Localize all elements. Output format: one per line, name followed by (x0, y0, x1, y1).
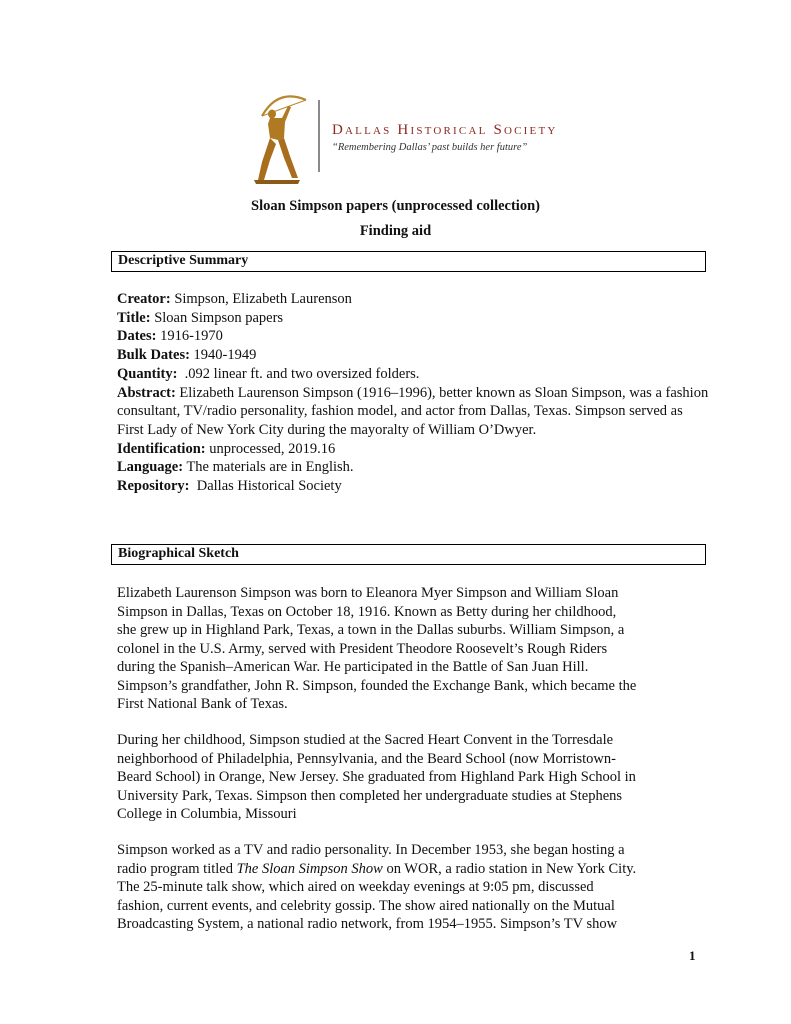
document-title: Sloan Simpson papers (unprocessed collection) (251, 198, 540, 214)
field-value: 1940-1949 (189, 347, 257, 364)
field-quantity (117, 365, 717, 384)
text-line: University Park, Texas. Simpson then completed her undergraduate studies at Stephens (117, 787, 623, 804)
field-bulk-dates (117, 346, 717, 365)
text-line: she grew up in Highland Park, Texas, a town in the Dallas suburbs. William Simpson, a (117, 622, 625, 638)
field-label: Repository: (117, 478, 190, 495)
field-title (117, 309, 717, 328)
text-line: neighborhood of Philadelphia, Pennsylvania, and the Beard School (now Morristown- (117, 750, 616, 767)
descriptive-summary-fields (117, 290, 717, 496)
text-line: fashion, current events, and celebrity gossip. The show aired nationally on the Mutual (117, 897, 615, 914)
text-segment: on WOR, a radio station in New York City. (382, 860, 637, 877)
section-heading-biographical-sketch: Biographical Sketch (111, 544, 706, 565)
text-line: Simpson’s grandfather, John R. Simpson, founded the Exchange Bank, which became the (117, 677, 637, 694)
field-value: unprocessed, 2019.16 (205, 440, 336, 457)
field-value: Dallas Historical Society (189, 478, 342, 495)
text-line: Beard School) in Orange, New Jersey. She graduated from Highland Park High School in (117, 769, 636, 785)
logo-name: Dallas Historical Society (332, 122, 558, 138)
logo-divider (318, 100, 320, 172)
text-line: The 25-minute talk show, which aired on weekday evenings at 9:05 pm, discussed (117, 879, 594, 895)
field-label: Title: (117, 309, 151, 326)
field-value: 1916-1970 (156, 328, 223, 345)
field-label: Quantity: (117, 365, 178, 382)
text-line: Simpson in Dallas, Texas on October 18, 1916. Known as Betty during her childhood, (117, 603, 617, 620)
section-heading-descriptive-summary: Descriptive Summary (111, 251, 706, 272)
document-subtitle: Finding aid (359, 223, 432, 239)
field-label: Language: (117, 459, 184, 476)
text-line: during the Spanish–American War. He participated in the Battle of San Juan Hill. (117, 659, 589, 675)
field-value: Simpson, Elizabeth Laurenson (170, 291, 352, 307)
society-logo (248, 92, 588, 184)
bio-paragraph-3 (117, 841, 707, 934)
logo-tagline: “Remembering Dallas’ past builds her future” (332, 142, 528, 153)
text-line (117, 860, 707, 879)
field-abstract (117, 384, 712, 440)
field-label: Bulk Dates: (117, 347, 190, 364)
field-label: Identification: (117, 440, 206, 457)
field-identification (117, 440, 717, 459)
field-creator (117, 290, 717, 309)
bio-paragraph-1 (117, 584, 707, 714)
field-language (117, 458, 717, 477)
field-repository (117, 477, 717, 496)
text-line: First National Bank of Texas. (117, 696, 288, 712)
field-label: Creator: (117, 291, 171, 307)
show-title: The Sloan Simpson Show (236, 860, 383, 877)
text-line: During her childhood, Simpson studied at the Sacred Heart Convent in the Torresdale (117, 732, 614, 748)
field-value: .092 linear ft. and two oversized folders. (177, 365, 420, 382)
bio-paragraph-2 (117, 731, 707, 824)
text-segment: radio program titled (117, 860, 237, 877)
text-line: Elizabeth Laurenson Simpson was born to Eleanora Myer Simpson and William Sloan (117, 585, 619, 601)
text-line: College in Columbia, Missouri (117, 806, 297, 822)
text-line: colonel in the U.S. Army, served with President Theodore Roosevelt’s Rough Riders (117, 640, 608, 657)
archer-statue-icon (248, 92, 312, 184)
field-value: The materials are in English. (183, 459, 354, 476)
field-value: Elizabeth Laurenson Simpson (1916–1996), better known as Sloan Simpson, was a fashion consultant, TV/radio personality, fashion model, and actor from Dallas, Texas. Simpson served as First Lady of New York City during the mayoralty of William O’Dwyer. (117, 384, 709, 438)
field-label: Dates: (117, 328, 157, 345)
text-line: Simpson worked as a TV and radio personality. In December 1953, she began hosting a (117, 842, 625, 858)
page-number: 1 (689, 948, 696, 963)
text-line: Broadcasting System, a national radio network, from 1954–1955. Simpson’s TV show (117, 916, 618, 932)
field-label: Abstract: (117, 384, 176, 401)
field-value: Sloan Simpson papers (150, 309, 284, 326)
field-dates (117, 327, 717, 346)
